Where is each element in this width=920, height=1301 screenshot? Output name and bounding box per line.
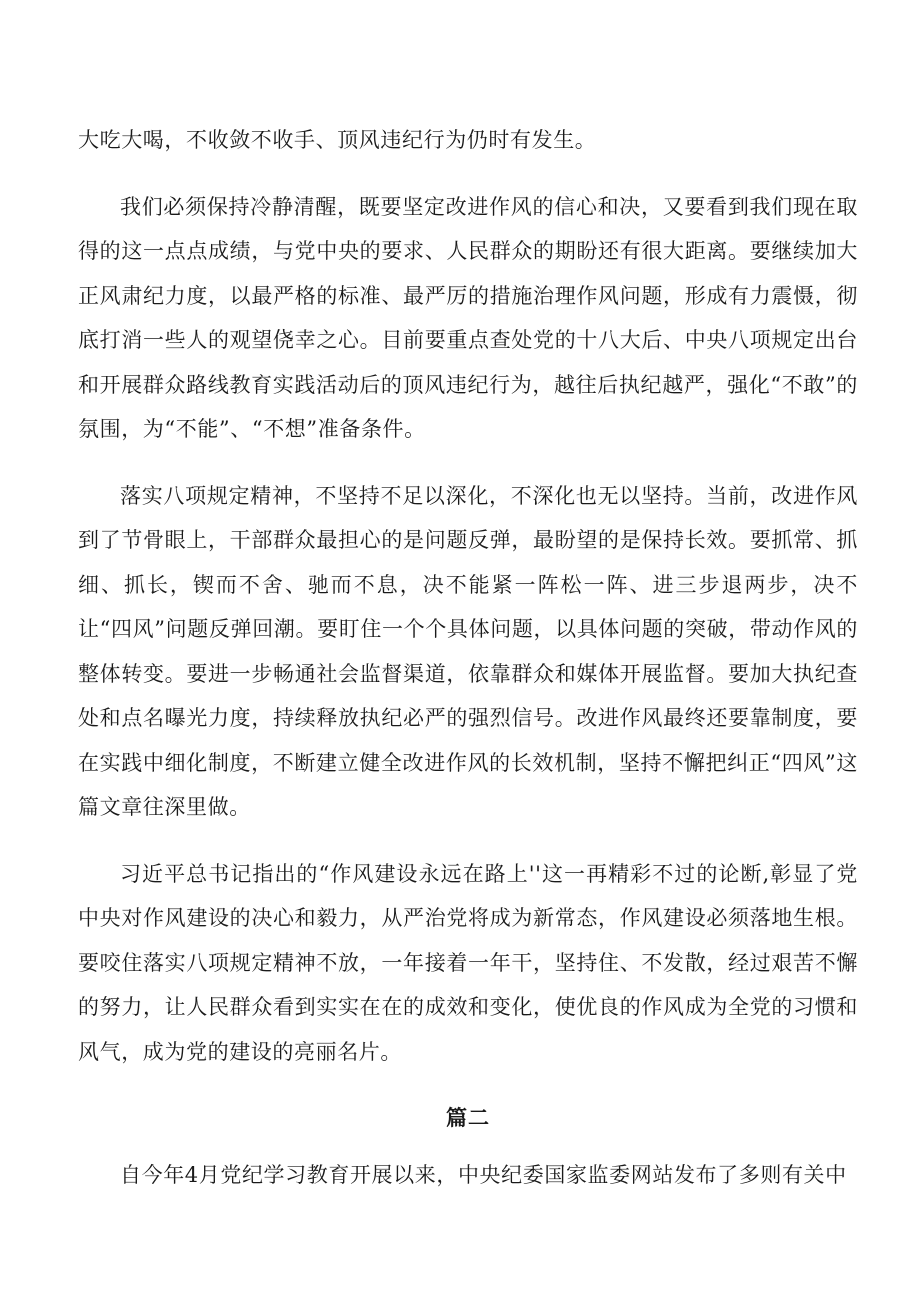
paragraph-always-on-road: 习近平总书记指出的“作风建设永远在路上''这一再精彩不过的论断,彰显了党中央对作风建设的决心和毅力，从严治党将成为新常态，作风建设必须落地生根。要咬住落实八项规定精神不放，一年接着一年干，坚持住、不发散，经过艰苦不懈的努力，让人民群众看到实实在在的成效和变化，使优良的作风成为全党的习惯和风气，成为党的建设的亮丽名片。 xyxy=(78,861,858,1064)
paragraph-cool-headed: 我们必须保持冷静清醒，既要坚定改进作风的信心和决，又要看到我们现在取得的这一点点成绩，与党中央的要求、人民群众的期盼还有很大距离。要继续加大正风肃纪力度，以最严格的标准、最严厉的措施治理作风问题，形成有力震慑，彻底打消一些人的观望侥幸之心。目前要重点查处党的十八大后、中央八项规定出台和开展群众路线教育实践活动后的顶风违纪行为，越往后执纪越严，强化“不敢”的氛围，为“不能”、“不想”准备条件。 xyxy=(78,194,858,441)
paragraph-eight-rules: 落实八项规定精神，不坚持不足以深化，不深化也无以坚持。当前，改进作风到了节骨眼上，干部群众最担心的是问题反弹，最盼望的是保持长效。要抓常、抓细、抓长，锲而不舍、驰而不息，决不能紧一阵松一阵、进三步退两步，决不让“四风”问题反弹回潮。要盯住一个个具体问题，以具体问题的突破，带动作风的整体转变。要进一步畅通社会监督渠道，依靠群众和媒体开展监督。要加大执纪查处和点名曝光力度，持续释放执纪必严的强烈信号。改进作风最终还要靠制度，要在实践中细化制度，不断建立健全改进作风的长效机制，坚持不懈把纠正“四风”这篇文章往深里做。 xyxy=(78,483,858,819)
paragraph-continuation: 大吃大喝，不收敛不收手、顶风违纪行为仍时有发生。 xyxy=(78,128,597,152)
paragraph-section-two-start: 自今年4月党纪学习教育开展以来，中央纪委国家监委网站发布了多则有关中 xyxy=(120,1162,847,1187)
document-page xyxy=(78,118,858,1197)
section-heading: 篇二 xyxy=(446,1105,490,1130)
